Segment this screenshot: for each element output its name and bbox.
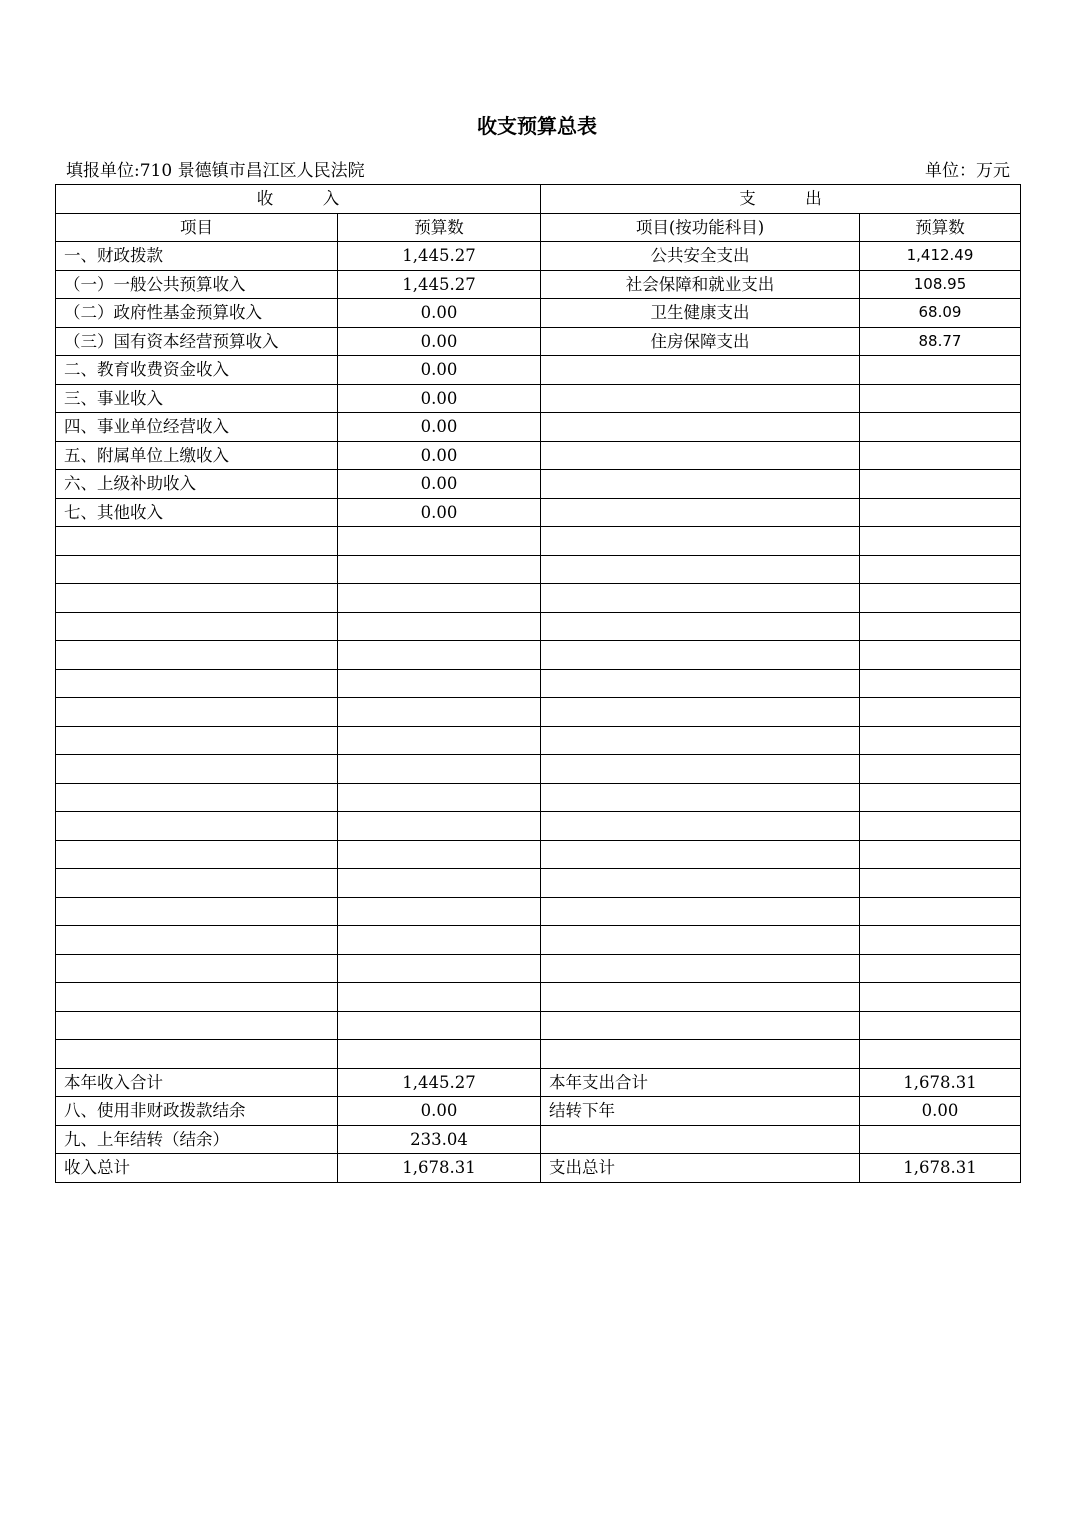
empty-cell	[860, 726, 1021, 755]
table-row	[56, 242, 1021, 271]
expense-item	[541, 384, 860, 413]
currency-unit: 单位：万元	[925, 161, 1010, 181]
empty-cell	[338, 783, 541, 812]
empty-cell	[338, 584, 541, 613]
summary-income-value: 1,678.31	[338, 1154, 541, 1183]
empty-row	[56, 698, 1021, 727]
table-row	[56, 384, 1021, 413]
empty-cell	[338, 869, 541, 898]
summary-income-item: 本年收入合计	[56, 1068, 338, 1097]
expense-value: 88.77	[860, 327, 1021, 356]
empty-cell	[541, 954, 860, 983]
empty-cell	[56, 612, 338, 641]
empty-cell	[541, 641, 860, 670]
empty-row	[56, 612, 1021, 641]
summary-expense-item: 支出总计	[541, 1154, 860, 1183]
empty-cell	[56, 812, 338, 841]
empty-cell	[541, 698, 860, 727]
empty-cell	[56, 954, 338, 983]
summary-income-value: 0.00	[338, 1097, 541, 1126]
income-value: 0.00	[338, 356, 541, 385]
empty-cell	[541, 584, 860, 613]
summary-expense-item: 结转下年	[541, 1097, 860, 1126]
empty-cell	[860, 926, 1021, 955]
expense-value	[860, 413, 1021, 442]
empty-cell	[56, 698, 338, 727]
empty-cell	[541, 812, 860, 841]
expense-value: 68.09	[860, 299, 1021, 328]
empty-cell	[541, 926, 860, 955]
empty-row	[56, 897, 1021, 926]
income-item: （三）国有资本经营预算收入	[56, 327, 338, 356]
summary-income-value: 1,445.27	[338, 1068, 541, 1097]
empty-cell	[860, 954, 1021, 983]
income-value: 0.00	[338, 470, 541, 499]
empty-cell	[338, 897, 541, 926]
table-row	[56, 356, 1021, 385]
expense-item: 卫生健康支出	[541, 299, 860, 328]
col-header-item-func: 项目(按功能科目)	[541, 213, 860, 242]
summary-expense-item: 本年支出合计	[541, 1068, 860, 1097]
summary-income-value: 233.04	[338, 1125, 541, 1154]
table-row	[56, 413, 1021, 442]
empty-row	[56, 555, 1021, 584]
empty-cell	[860, 840, 1021, 869]
summary-row	[56, 1125, 1021, 1154]
empty-cell	[860, 812, 1021, 841]
empty-cell	[860, 698, 1021, 727]
summary-expense-value: 1,678.31	[860, 1154, 1021, 1183]
empty-cell	[56, 1040, 338, 1069]
empty-cell	[338, 926, 541, 955]
income-item: （一）一般公共预算收入	[56, 270, 338, 299]
page-title: 收支预算总表	[477, 114, 597, 138]
empty-cell	[541, 897, 860, 926]
table-row	[56, 441, 1021, 470]
empty-cell	[541, 840, 860, 869]
empty-row	[56, 869, 1021, 898]
income-section-header: 收 入	[56, 185, 541, 214]
table-row	[56, 299, 1021, 328]
empty-cell	[338, 812, 541, 841]
empty-row	[56, 1011, 1021, 1040]
income-item: 七、其他收入	[56, 498, 338, 527]
summary-row	[56, 1068, 1021, 1097]
col-header-item: 项目	[56, 213, 338, 242]
empty-row	[56, 527, 1021, 556]
income-value: 0.00	[338, 441, 541, 470]
income-value: 1,445.27	[338, 242, 541, 271]
table-row	[56, 498, 1021, 527]
empty-cell	[541, 983, 860, 1012]
summary-row	[56, 1097, 1021, 1126]
empty-cell	[541, 755, 860, 784]
expense-value	[860, 470, 1021, 499]
empty-cell	[860, 983, 1021, 1012]
table-row	[56, 327, 1021, 356]
expense-value	[860, 498, 1021, 527]
empty-cell	[860, 897, 1021, 926]
expense-item	[541, 356, 860, 385]
empty-cell	[56, 726, 338, 755]
empty-cell	[541, 612, 860, 641]
empty-cell	[338, 1040, 541, 1069]
empty-cell	[338, 1011, 541, 1040]
summary-income-item: 九、上年结转（结余）	[56, 1125, 338, 1154]
expense-item	[541, 441, 860, 470]
budget-table	[55, 184, 1021, 1183]
empty-cell	[338, 612, 541, 641]
empty-cell	[860, 555, 1021, 584]
income-value: 0.00	[338, 327, 541, 356]
empty-cell	[338, 983, 541, 1012]
empty-cell	[860, 783, 1021, 812]
expense-item	[541, 413, 860, 442]
empty-cell	[338, 698, 541, 727]
summary-expense-value: 1,678.31	[860, 1068, 1021, 1097]
empty-row	[56, 840, 1021, 869]
empty-row	[56, 926, 1021, 955]
empty-cell	[541, 726, 860, 755]
income-item: 四、事业单位经营收入	[56, 413, 338, 442]
expense-item	[541, 498, 860, 527]
empty-cell	[860, 1011, 1021, 1040]
empty-row	[56, 954, 1021, 983]
empty-cell	[860, 755, 1021, 784]
empty-cell	[338, 641, 541, 670]
col-header-budget-2: 预算数	[860, 213, 1021, 242]
empty-cell	[541, 527, 860, 556]
empty-cell	[56, 527, 338, 556]
empty-cell	[56, 1011, 338, 1040]
empty-cell	[541, 1011, 860, 1040]
empty-row	[56, 669, 1021, 698]
income-item: 六、上级补助收入	[56, 470, 338, 499]
table-row	[56, 270, 1021, 299]
income-value: 0.00	[338, 299, 541, 328]
empty-cell	[860, 584, 1021, 613]
empty-cell	[541, 869, 860, 898]
empty-row	[56, 726, 1021, 755]
empty-cell	[860, 869, 1021, 898]
empty-cell	[541, 555, 860, 584]
empty-row	[56, 641, 1021, 670]
empty-row	[56, 584, 1021, 613]
empty-row	[56, 1040, 1021, 1069]
empty-cell	[860, 669, 1021, 698]
empty-cell	[860, 612, 1021, 641]
empty-cell	[541, 1040, 860, 1069]
empty-cell	[56, 983, 338, 1012]
section-header-row	[56, 185, 1021, 214]
empty-cell	[56, 783, 338, 812]
empty-cell	[338, 954, 541, 983]
empty-cell	[541, 669, 860, 698]
summary-body	[56, 1068, 1021, 1182]
empty-cell	[56, 669, 338, 698]
empty-cell	[541, 783, 860, 812]
income-item: （二）政府性基金预算收入	[56, 299, 338, 328]
expense-item: 公共安全支出	[541, 242, 860, 271]
empty-cell	[338, 726, 541, 755]
summary-income-item: 八、使用非财政拨款结余	[56, 1097, 338, 1126]
summary-income-item: 收入总计	[56, 1154, 338, 1183]
income-item: 一、财政拨款	[56, 242, 338, 271]
expense-value: 108.95	[860, 270, 1021, 299]
expense-item: 社会保障和就业支出	[541, 270, 860, 299]
empty-cell	[56, 926, 338, 955]
empty-cell	[338, 840, 541, 869]
empty-cell	[56, 897, 338, 926]
col-header-budget: 预算数	[338, 213, 541, 242]
income-item: 三、事业收入	[56, 384, 338, 413]
empty-cell	[56, 840, 338, 869]
empty-cell	[338, 527, 541, 556]
expense-value	[860, 356, 1021, 385]
empty-cell	[338, 755, 541, 784]
income-value: 1,445.27	[338, 270, 541, 299]
expense-value	[860, 384, 1021, 413]
expense-section-header: 支 出	[541, 185, 1021, 214]
income-item: 二、教育收费资金收入	[56, 356, 338, 385]
expense-item	[541, 470, 860, 499]
summary-expense-value	[860, 1125, 1021, 1154]
reporting-unit: 填报单位:710 景德镇市昌江区人民法院	[66, 161, 365, 181]
empty-row	[56, 755, 1021, 784]
expense-value: 1,412.49	[860, 242, 1021, 271]
empty-row	[56, 812, 1021, 841]
empty-cell	[56, 555, 338, 584]
empty-cell	[56, 755, 338, 784]
expense-value	[860, 441, 1021, 470]
income-value: 0.00	[338, 413, 541, 442]
income-value: 0.00	[338, 498, 541, 527]
empty-cell	[56, 641, 338, 670]
income-value: 0.00	[338, 384, 541, 413]
expense-item: 住房保障支出	[541, 327, 860, 356]
budget-body	[56, 242, 1021, 1069]
empty-cell	[56, 869, 338, 898]
empty-cell	[860, 527, 1021, 556]
summary-expense-value: 0.00	[860, 1097, 1021, 1126]
empty-cell	[338, 669, 541, 698]
summary-row	[56, 1154, 1021, 1183]
empty-cell	[56, 584, 338, 613]
empty-cell	[338, 555, 541, 584]
summary-expense-item	[541, 1125, 860, 1154]
empty-row	[56, 783, 1021, 812]
empty-cell	[860, 1040, 1021, 1069]
table-row	[56, 470, 1021, 499]
empty-cell	[860, 641, 1021, 670]
empty-row	[56, 983, 1021, 1012]
income-item: 五、附属单位上缴收入	[56, 441, 338, 470]
column-header-row	[56, 213, 1021, 242]
